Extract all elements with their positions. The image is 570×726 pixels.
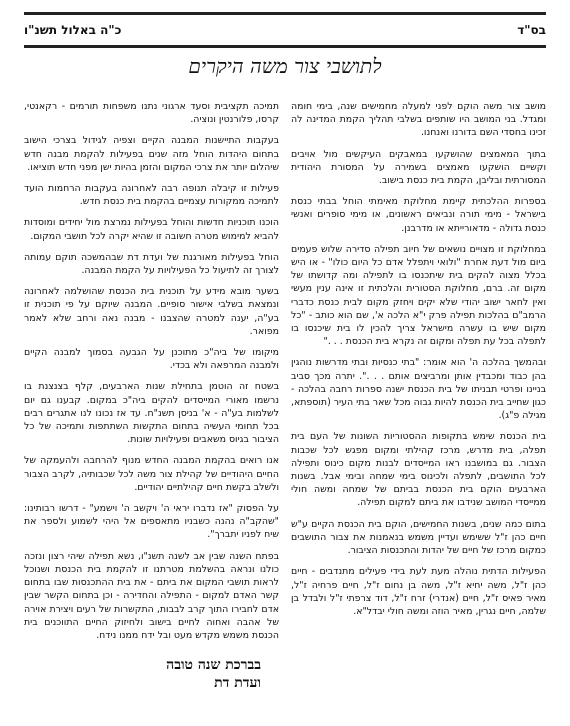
right-column — [291, 100, 546, 712]
signoff — [24, 656, 279, 692]
paragraph: במחלוקת זו מצויים נושאים של חיוב תפילה סדירה שלוש פעמים ביום מול דעת אחרת "ולואי ויתפלל אדם כל היום כולו" - או היש בכלל מצוה להקים בית שיתכנסו בו לתפילה ומה קדושתו של מקום זה. ברם, מחלוקת הסטורית והלכתית זו אינה ענין מעשי ואין לחאר ישוב יהודי שלא יקים ויחזק מקום לבית כנסת כדברי הרמב"ם בהלכות תפילה פרק י"א הלכה א', שם הוא כותב - "כל מקום שיש בו עשרה מישראל צריך להכין לו בית שיכנסו בו לתפלה בכל עת תפלה ומקום זה נקרא בית הכנסת . . ." — [291, 243, 546, 348]
paragraph: על הפסוק "אז נדברו יראי ה' ויקשב ה' וישמע" - דרשו רבותינו: "שהקב"ה נהנה כשבניו מתאספים אל היהי לשמוע ולספר את שיח לפניו יתברך". — [24, 503, 279, 541]
paragraph: פעילות זו קיבלה תנופה רבה לאחרונה בעקבות הרחמות הועד לתמיכה ממקורות עצמיים בהקמת בית כנסת חדש. — [24, 183, 279, 208]
letter-title: לתושבי צור משה היקרים — [188, 54, 382, 78]
paragraph: בעקבות התיישנות המבנה הקיים וצפיה לגידול בצרכי הישוב בתחום היהדות הוחל מזה שנים בפעילות להקמת מבנה חדש שיהלום יותר את צרכי המקום והזמן בהיות ישן מפני חדש תוציאו. — [24, 135, 279, 173]
left-column — [24, 100, 279, 712]
paragraph: מושב צור משה הוקם לפני למעלה מחמישים שנה, בימי חומה ומגדל. בני המושב היו שותפים בשלבי תהליך הקמת המדינה לה זכינו בחסדי השם בדורנו ואנחנו. — [291, 101, 546, 139]
paragraph: הוחל בפעילות מאורגנת של ועדת דת שבהמשכה תוקם עמותה לצורך זה לתיעול כל הפעילויות על הקמת המבנה. — [24, 251, 279, 277]
header-basad: בס"ד — [517, 23, 546, 37]
paragraph: בשטח זה הוטמן בתחילת שנות הארבעים, קלף בצנצנת בו נרשמו מאורי המייסדים להקים ביה"כ במקום. קבענו גם יום לשלמות בע"ה - א' בניסן תשנ"ח. עד אז נכונו לנו אתגרים רבים בכל תחומי העשיה בתחום התקשות השתתפות ותמיכה של כל הציבור בגיוס משאבים ופעילויות שונות. — [24, 381, 279, 446]
paragraph: בתוך המאמצים שהושקעו במאבקים העיקשים מול אויבים וקשיים הושקעו מאמצים בשמירה על המסורת היהודית המסורתית ובליבן, הקמת בית כנסת בישוב. — [291, 148, 546, 187]
paragraph: ובהמשך בהלכה ה' הוא אומר: "בתי כנסיות ובתי מדרשות נוהגין בהן כבוד ומכבדין אותן ומרביצים אותם . . .". יתרה מכך סביב בניינו ופרטי תבניתו של בית הכנסת ישנה ספרות רחבה בהלכה - כגון שחייב בית הכנסת להיות גבוה מכל שאר בתי העיר (תוספתא, מגילה פ"ג). — [291, 357, 546, 422]
header-date: כ"ה באלול תשנ"ו — [24, 23, 122, 37]
paragraph: בספרות ההלכתית קיימת מחלוקת מאימתי הוחל בבתי כנסת בישראל - מימי תורה ונביאים ראשונים, או מימי סופרים ואנשי כנסת גדולה - מדאורייתא או מדרבנן. — [291, 196, 546, 234]
paragraph: בית הכנסת שימש בתקופות ההסטוריות השונות של העם בית תפלה, בית מדרש, מרכז קהילתי ומקום מפגש לכל שכבות הצבור. גם במושבנו ראו המייסדים לבנות מקום כינוס ותפילה לכל התושבים, לתפלה ולכינוס בימי שמחה ובימי אבל. בשנות הארבעים הוקם בית הכנסת בביתם של שמחה ומשה חולי ממייסדי המושב שנידבו את ביתם למקום תפילה. — [291, 431, 546, 509]
paragraph: הפעילות הדתית נוהלה מעת לעת בידי פעילים מתנדבים - חיים כהן ז"ל, משה יחיא ז"ל, משה בן נחום ז"ל, חיים פרחיה ז"ל, מאיר פאיס ז"ל, חיים (אנדרי) זרח ז"ל, דוד צרפתי ז"ל ולבדל בן שלמה, חיים נגרין, מאיר הוזה ומשה חולי יבדל"א. — [291, 566, 546, 617]
paragraph: הוכנו תוכניות חדשות והוחל בפעילות נמרצת מול יחידים ומוסדות להביא למימוש מטרה חשובה זו שהיא יקרה לכל תושבי המקום. — [24, 217, 279, 242]
signoff-greeting: בברכת שנה טובה — [166, 657, 261, 674]
paragraph: בתום כמה שנים, בשנות החמישים, הוקם בית הכנסת הקיים ע"ש חיים כהן ז"ל ששימש ועדיין משמש בנאמנות את צבור התושבים כמקום מרכז של חיים של יהדות והתכנסות הציבור. — [291, 518, 546, 557]
paragraph: אנו רואים בהקמת המבנה החדש מנוף להרחבה ולהעמקה של החיים היהודיים של קהילת צור משה לכל שכבותיה, לקרב הצבור ולשלב בקשת חיים קהילתיים יהודיים. — [24, 455, 279, 493]
paragraph: בפתח השנה שבין אב לשנה תשנ"ו, נשא תפילה שיהי רצון ונזכה כולנו ונראה בהשלמת מטרתנו זו להקמת בית הכנסת ושנוכל לראות תושבי המקום את ביתם - את בית ההתכנסות שבו בתחום קשר האדם למקום - התפילה והחדירה - וכן בתחום הקשר שבין אדם לחבירו התוך קרב לבבות, התקשרות של רעים ויצירת אוירה של אהבה ואחוה לחיים בישוב ולחיזוק החיים התווכנים בית הכנסת משמש מקדש מעט ובל ידח ממנו נידח. — [24, 550, 279, 641]
paragraph: בשער מובא מידע על תוכנית בית הכנסת שהושלמה לאחרונה ונמצאת בשלבי אישור סופיים. המבנה שיוקם על פי תוכנית זו בע"ה, יענה למטרה שהצבנו - מבנה נאה ורחב שלא לאמר מפואר. — [24, 286, 279, 337]
page-header — [24, 12, 546, 48]
paragraph: תמיכה תקציבית וסעד ארגוני נתנו משפחות תורמים - רקאנטי, קרסו, פלורנטין ונוציה. — [24, 101, 279, 126]
signoff-committee: ועדת דת — [214, 675, 261, 692]
paragraph: מיקומו של ביה"כ מתוכנן על הגבעה בסמוך למבנה הקיים ולמבנה המרפאה ולא בכדי. — [24, 347, 279, 372]
